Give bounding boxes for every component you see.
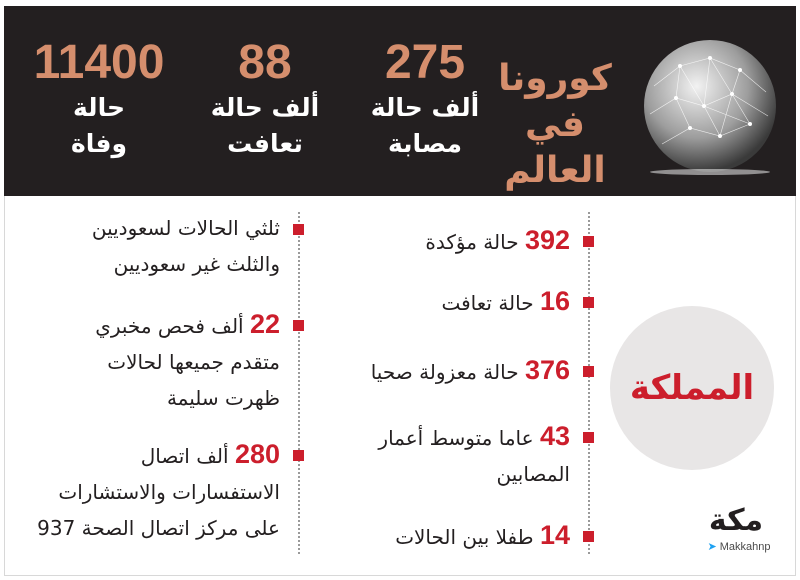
stat-label: مصابة [387,129,463,158]
kingdom-item-children [320,517,570,555]
item-text: حالة معزولة صحيا [370,360,519,384]
item-number: 43 [539,421,570,451]
makkah-logo: مكة [708,503,764,538]
fact-line: ألف فحص مخبري [95,314,244,338]
item-text: عاما متوسط أعمار [378,426,534,450]
stat-number: 11400 [33,36,165,89]
fact-line: ألف اتصال [140,444,229,468]
globe-network-icon [640,36,780,176]
fact-number: 22 [249,309,280,339]
fact-line: متقدم جميعها لحالات [107,350,280,374]
stat-label: ألف حالة [370,93,480,122]
item-text: حالة مؤكدة [425,230,519,254]
item-text-line2: المصابين [496,462,570,486]
stat-deaths [24,36,174,162]
stat-label: حالة [73,93,125,122]
stat-number: 88 [238,36,292,89]
item-text: طفلا بين الحالات [395,525,534,549]
fact-line: ظهرت سليمة [166,386,280,410]
fact-number: 280 [234,439,280,469]
fact-calls [18,436,280,546]
bullet-icon [583,297,594,308]
world-title-line2: في العالم [504,104,606,191]
column-divider [298,212,300,554]
item-number: 14 [539,520,570,550]
stat-label: وفاة [70,129,128,158]
kingdom-item-recovered [320,283,570,321]
bullet-icon [293,224,304,235]
world-title-line1: كورونا [498,58,612,99]
handle-text: Makkahnp [719,541,771,553]
twitter-handle[interactable] [684,540,794,553]
kingdom-item-isolated [320,352,570,390]
fact-line: ثلثي الحالات لسعوديين [91,216,280,240]
item-text: حالة تعافت [441,291,534,315]
bullet-icon [583,366,594,377]
stat-recovered [190,36,340,162]
bullet-icon [293,320,304,331]
fact-line: الاستفسارات والاستشارات [58,480,280,504]
fact-lab-tests [18,306,280,416]
twitter-bird-icon: ➤ [707,541,717,553]
kingdom-item-confirmed [320,222,570,260]
kingdom-label: المملكة [629,368,755,408]
bullet-icon [583,531,594,542]
fact-nationality [18,210,280,282]
world-title [480,56,630,194]
kingdom-item-avg-age [320,418,570,492]
stat-label: ألف حالة [210,93,320,122]
stat-label: تعافت [227,129,303,158]
item-number: 392 [524,225,570,255]
bullet-icon [293,450,304,461]
item-number: 376 [524,355,570,385]
stat-infected [350,36,500,162]
item-number: 16 [539,286,570,316]
column-divider [588,212,590,554]
stat-number: 275 [384,36,466,89]
bullet-icon [583,236,594,247]
world-band [4,6,796,196]
fact-line: والثلث غير سعوديين [113,252,280,276]
fact-line: على مركز اتصال الصحة 937 [37,516,280,540]
bullet-icon [583,432,594,443]
